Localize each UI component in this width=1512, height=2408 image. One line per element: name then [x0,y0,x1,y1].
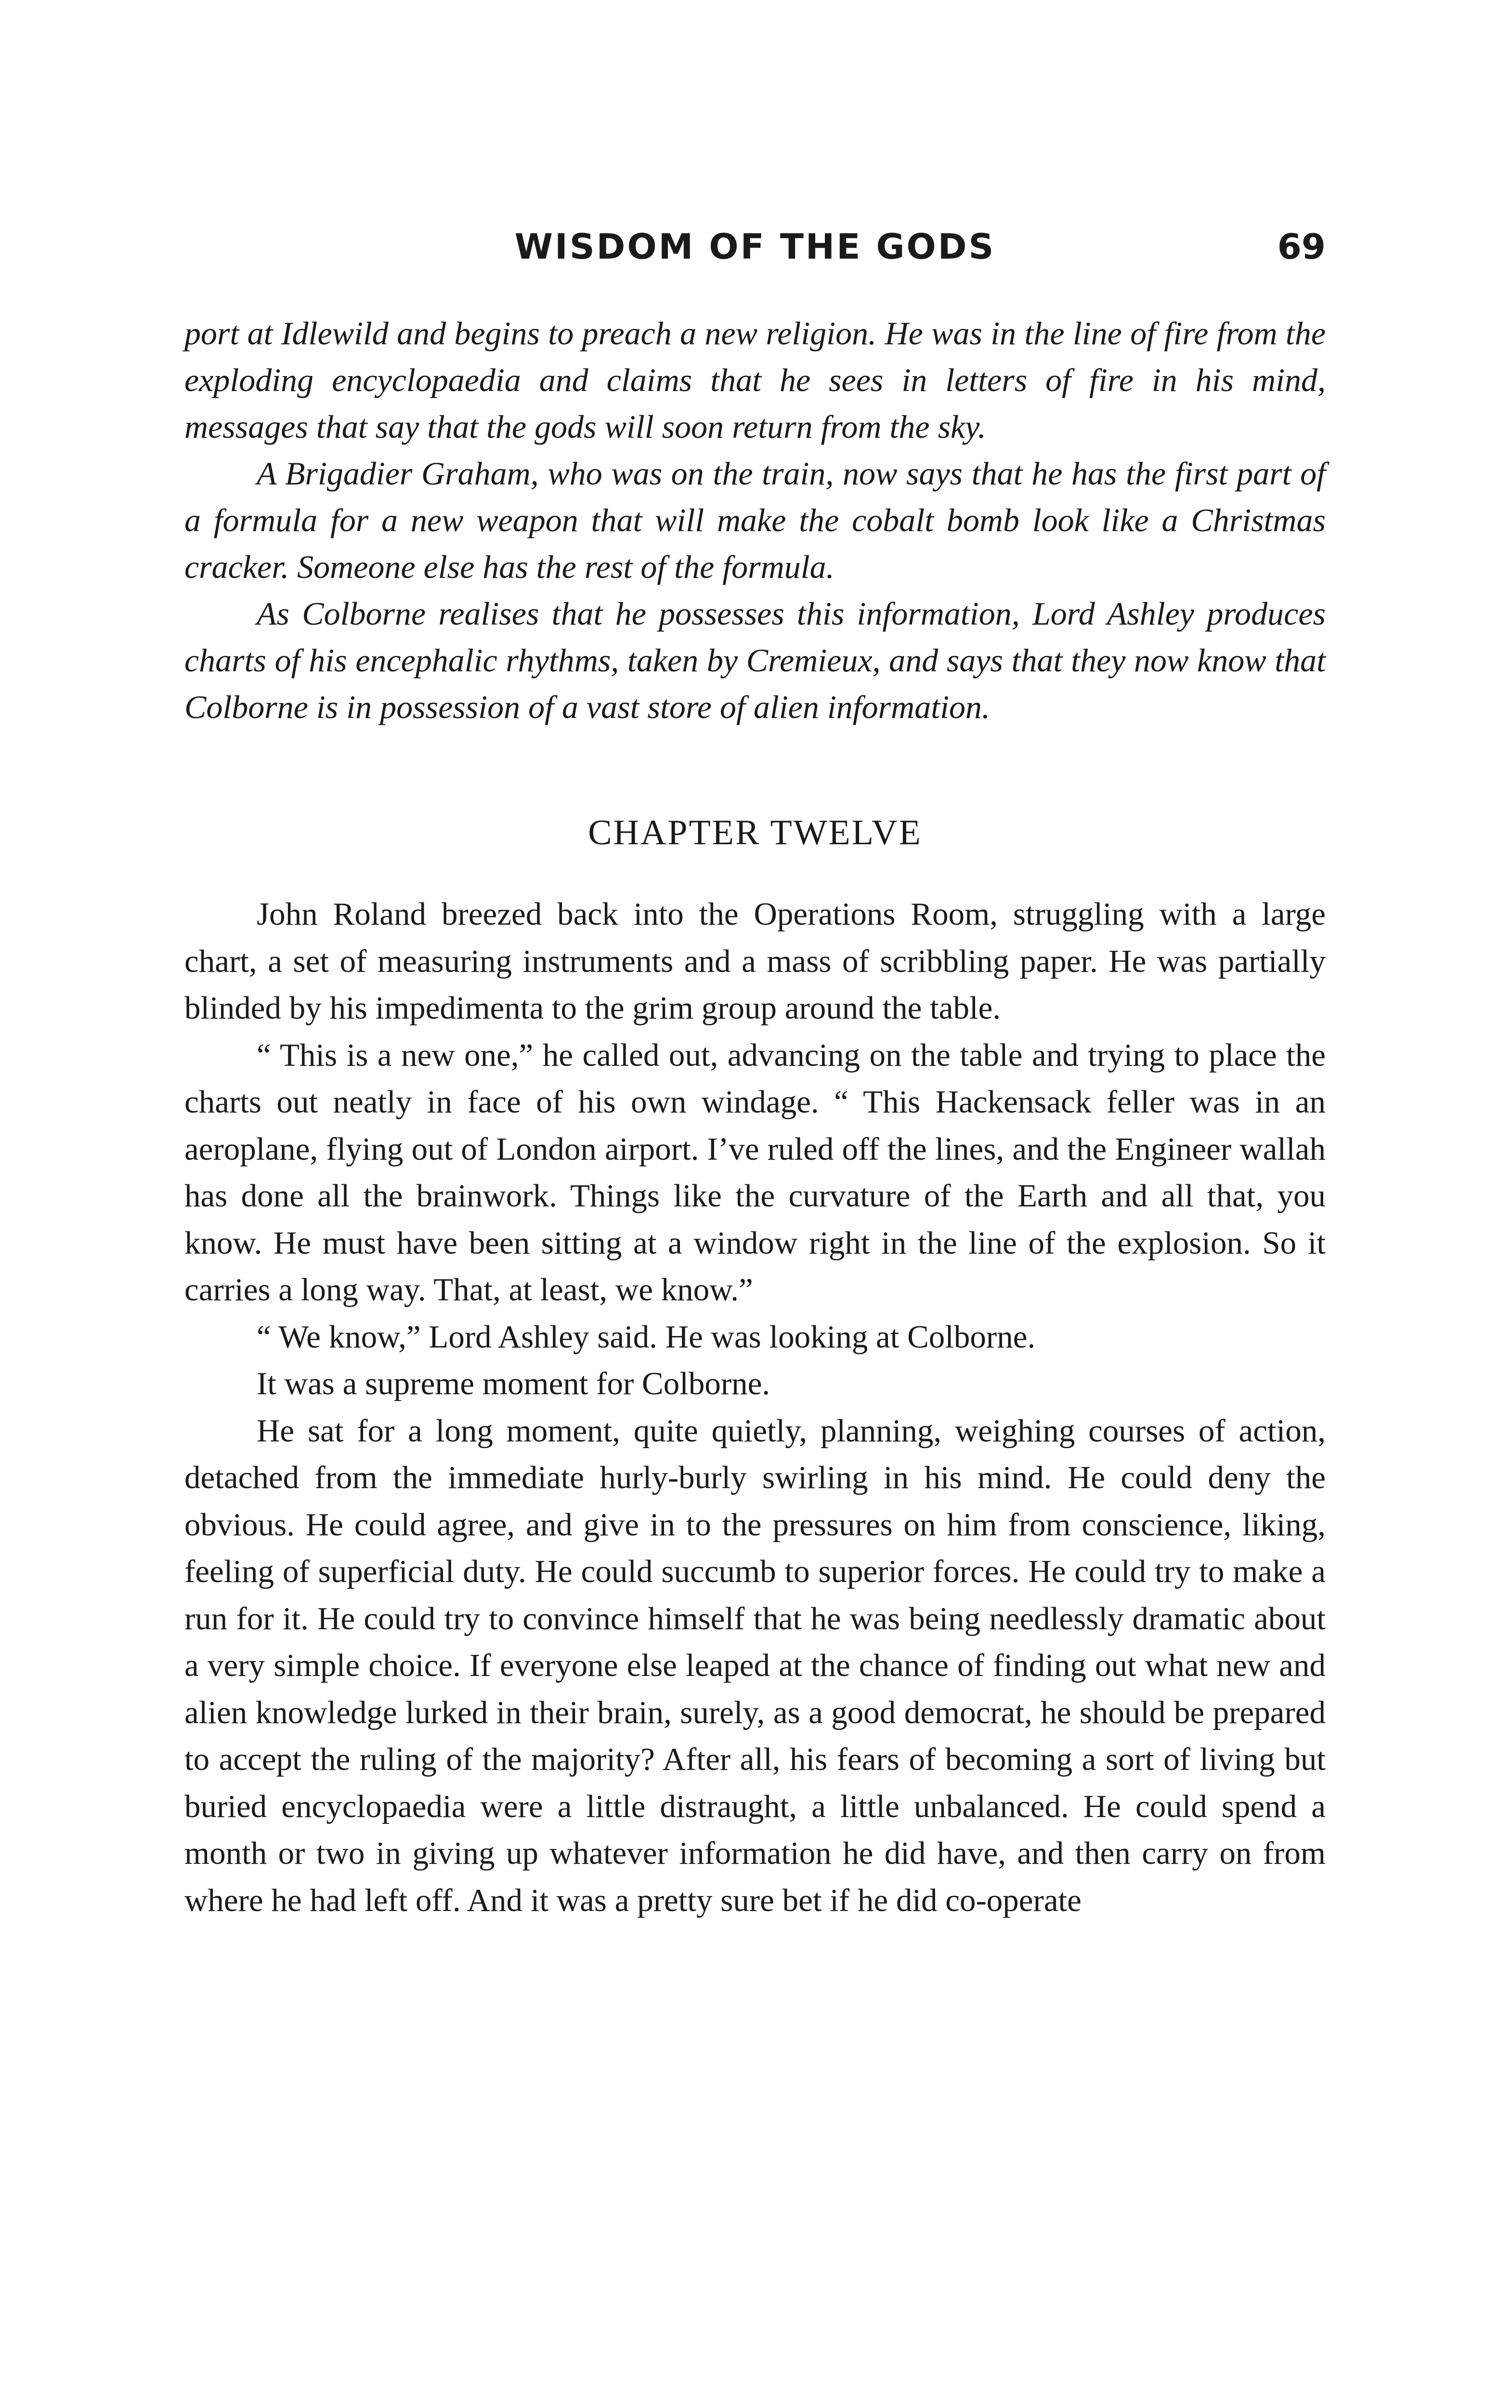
body-paragraph: It was a supreme moment for Colborne. [257,1366,770,1401]
chapter-body [184,891,1326,1924]
synopsis-paragraph: port at Idlewild and begins to preach a new religion. He was in the line of fire from the exploding encyclopaedia and claims that he sees in letters of fire in his mind, messages that say that the gods will soon return from the sky. [184,315,1326,445]
body-paragraph: He sat for a long moment, quite quietly, planning, weighing courses of action, detached from the immediate hurly-burly swirling in his mind. He could deny the obvious. He could agree, and give in to the pressures on him from conscience, liking, feeling of superficial duty. He could succumb to superior forces. He could try to make a run for it. He could try to convince himself that he was being needlessly dramatic about a very simple choice. If everyone else leaped at the chance of finding out what new and alien knowledge lurked in their brain, surely, as a good democrat, he should be prepared to accept the ruling of the majority? After all, his fears of becoming a sort of living but buried encyclopaedia were a little distraught, a little unbalanced. He could spend a month or two in giving up whatever information he did have, and then carry on from where he had left off. And it was a pretty sure bet if he did co-operate [184,1413,1326,1918]
synopsis-block [184,310,1326,731]
body-paragraph: John Roland breezed back into the Operations Room, struggling with a large chart, a set of measuring instruments and a mass of scribbling paper. He was partially blinded by his impedimenta to the grim group around the table. [184,896,1326,1026]
running-header [184,226,1326,279]
running-title: WISDOM OF THE GODS [514,226,996,267]
body-paragraph: “ This is a new one,” he called out, advancing on the table and trying to place the charts out neatly in face of his own windage. “ This Hackensack feller was in an aeroplane, flying out of London airport. I’ve ruled off the lines, and the Engineer wallah has done all the brainwork. Things like the curvature of the Earth and all that, you know. He must have been sitting at a window right in the line of the explosion. So it carries a long way. That, at least, we know.” [184,1037,1326,1308]
chapter-heading: CHAPTER TWELVE [588,813,922,852]
synopsis-paragraph: As Colborne realises that he possesses this information, Lord Ashley produces charts of his encephalic rhythms, taken by Cremieux, and says that they now know that Colborne is in possession of a vast store of alien information. [184,595,1326,725]
page-number: 69 [1277,226,1326,267]
synopsis-paragraph: A Brigadier Graham, who was on the train, now says that he has the first part of a formula for a new weapon that will make the cobalt bomb look like a Christmas cracker. Someone else has the rest of the formula. [184,455,1326,585]
body-paragraph: “ We know,” Lord Ashley said. He was looking at Colborne. [257,1319,1036,1355]
book-page [184,226,1326,1924]
